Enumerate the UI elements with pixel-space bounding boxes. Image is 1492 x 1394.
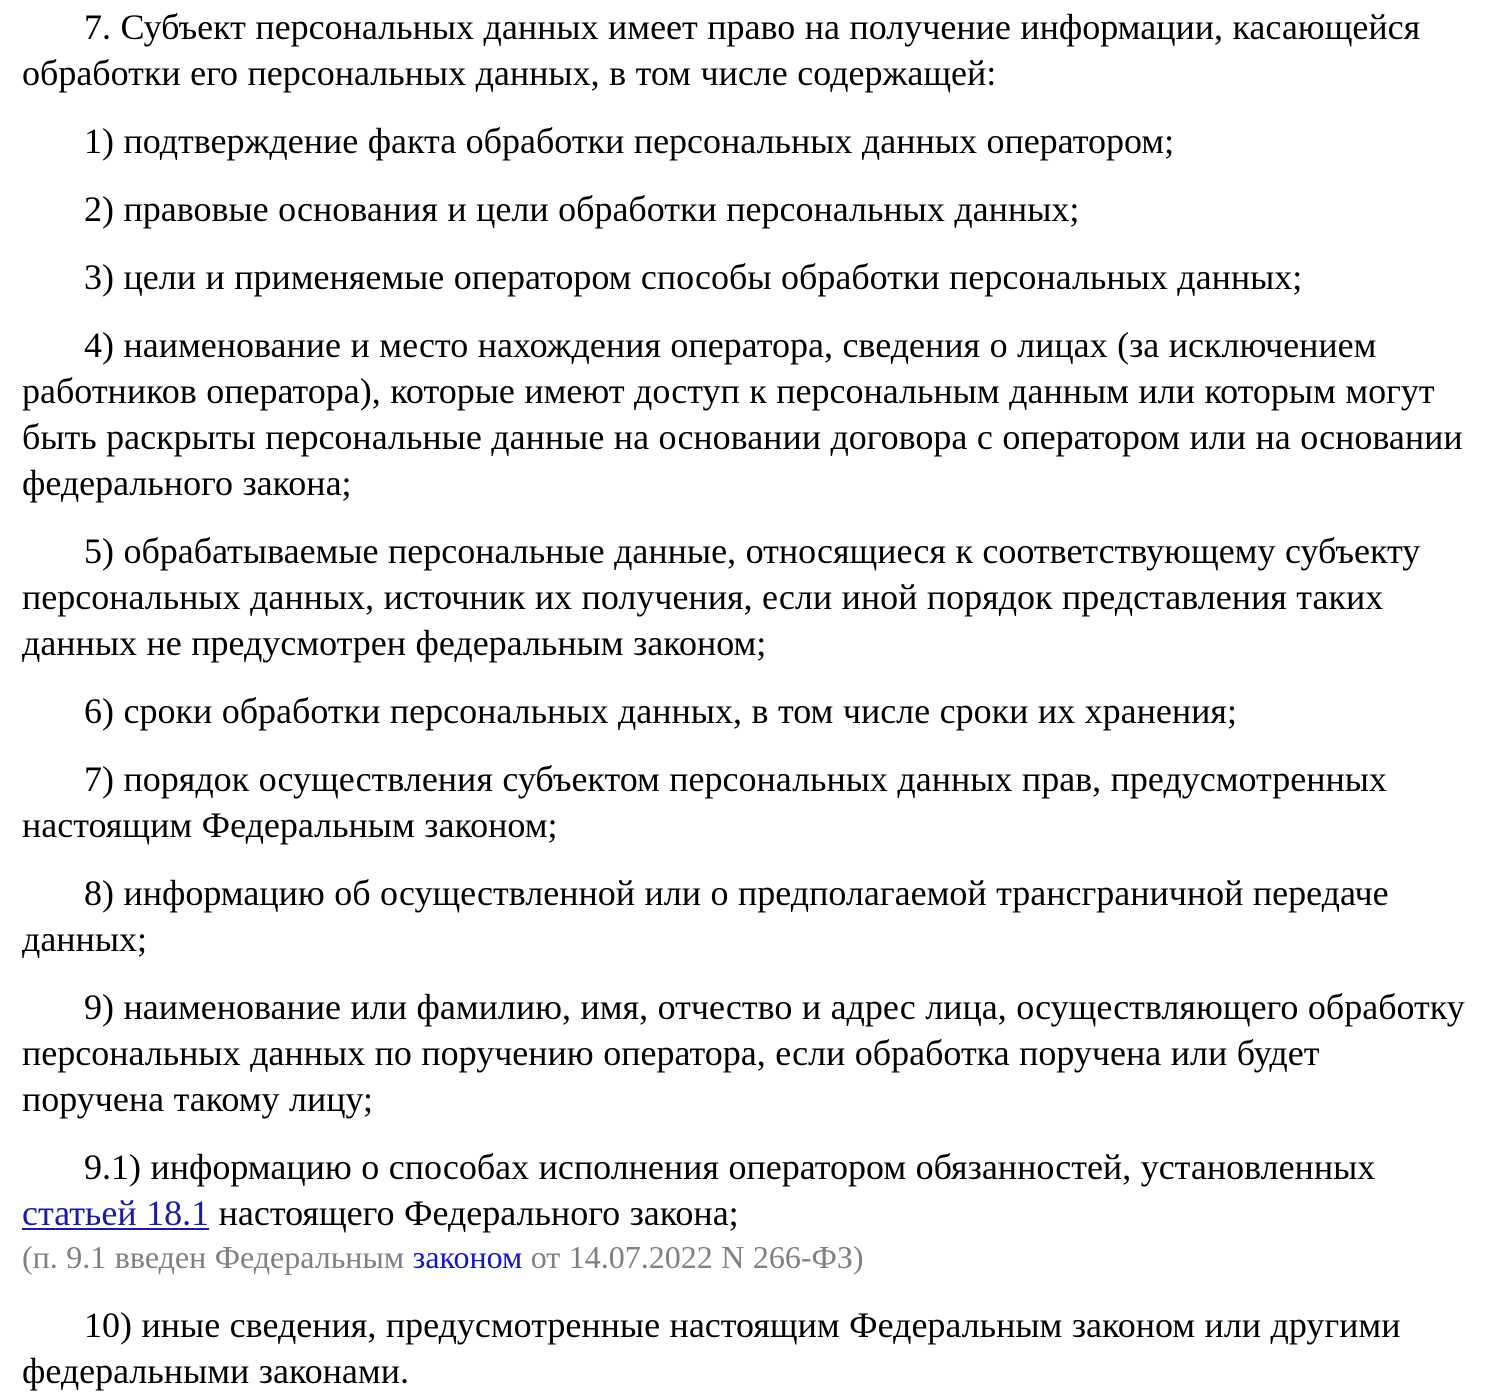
list-item-4: 4) наименование и место нахождения оператора, сведения о лицах (за исключением работников оператора), которые имеют доступ к персональным данным или которым могут быть раскрыты персональные данные на основании договора с оператором или на основании федерального закона; xyxy=(22,325,1463,503)
article-18-1-link[interactable]: статьей 18.1 xyxy=(22,1193,210,1233)
list-item-10: 10) иные сведения, предусмотренные настоящим Федеральным законом или другими федеральными законами. xyxy=(22,1305,1401,1391)
amendment-note-suffix: от 14.07.2022 N 266-ФЗ) xyxy=(522,1239,864,1275)
list-item-3: 3) цели и применяемые оператором способы обработки персональных данных; xyxy=(84,257,1303,297)
paragraph-intro: 7. Субъект персональных данных имеет право на получение информации, касающейся обработки его персональных данных, в том числе содержащей: xyxy=(22,7,1421,93)
list-item-9-1-tail-text: настоящего Федерального закона; xyxy=(209,1193,739,1233)
list-item-5: 5) обрабатываемые персональные данные, относящиеся к соответствующему субъекту персональных данных, источник их получения, если иной порядок представления таких данных не предусмотрен федеральным законом; xyxy=(22,531,1421,663)
list-item-9-1-lead-text: 9.1) информацию о способах исполнения оператором обязанностей, установленных xyxy=(84,1147,1376,1187)
amendment-note-prefix: (п. 9.1 введен Федеральным xyxy=(22,1239,413,1275)
list-item-9: 9) наименование или фамилию, имя, отчество и адрес лица, осуществляющего обработку персональных данных по поручению оператора, если обработка поручена или будет поручена такому лицу; xyxy=(22,987,1465,1119)
list-item-1: 1) подтверждение факта обработки персональных данных оператором; xyxy=(84,121,1175,161)
list-item-8: 8) информацию об осуществленной или о предполагаемой трансграничной передаче данных; xyxy=(22,873,1389,959)
list-item-6: 6) сроки обработки персональных данных, в том числе сроки их хранения; xyxy=(84,691,1237,731)
list-item-7: 7) порядок осуществления субъектом персональных данных прав, предусмотренных настоящим Федеральным законом; xyxy=(22,759,1387,845)
federal-law-266-fz-link[interactable]: законом xyxy=(412,1239,523,1275)
list-item-2: 2) правовые основания и цели обработки персональных данных; xyxy=(84,189,1080,229)
list-item-9-1 xyxy=(22,1144,1470,1236)
amendment-note-9-1 xyxy=(22,1236,1470,1278)
